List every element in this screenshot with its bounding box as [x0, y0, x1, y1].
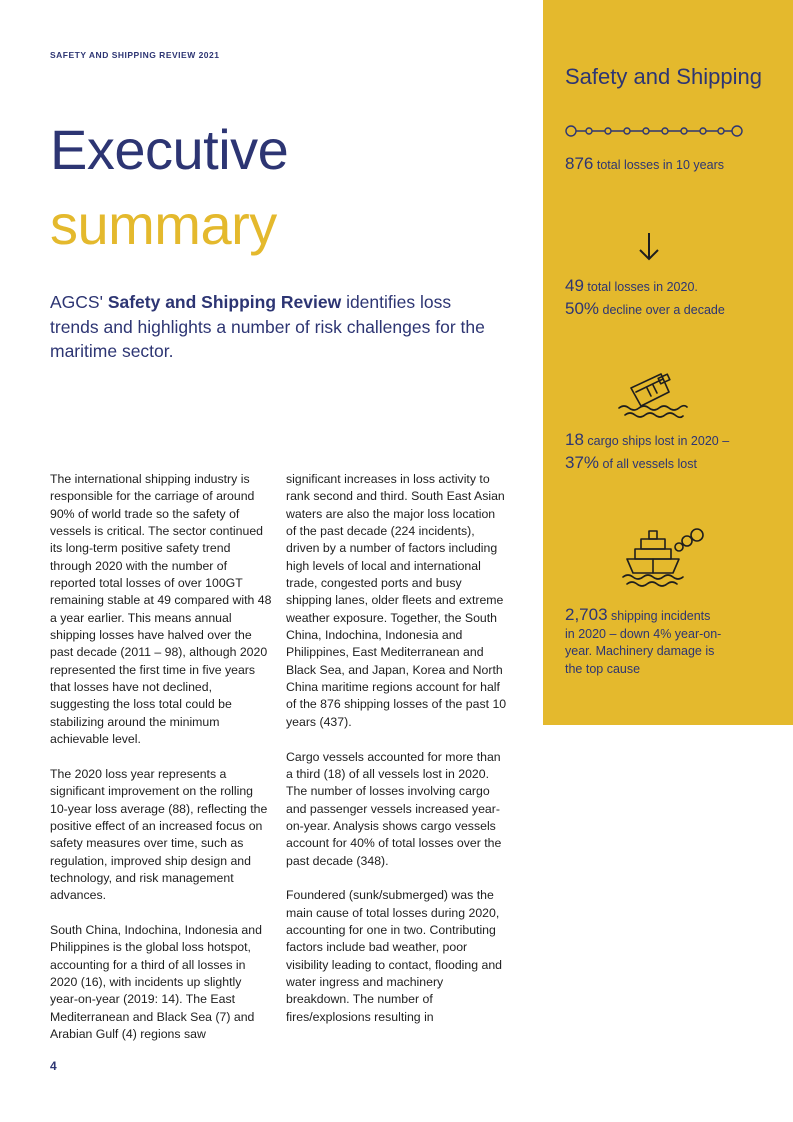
stat-number: 18: [565, 430, 584, 449]
body-paragraph: The international shipping industry is responsible for the carriage of around 90% of world trade so the safety of vessels is critical. The sector continued its long-term positive safety trend through 2020 with the number of reported total losses of over 100GT remaining stable at 49 compared with 48 a year earlier. This means annual shipping losses have halved over the past decade (2011 – 98), although 2020 represented the first time in five years that losses have not declined, suggesting the loss total could be stabilizing around the minimum achievable level.: [50, 472, 272, 747]
stat-number: 37%: [565, 453, 600, 472]
body-paragraph: significant increases in loss activity to rank second and third. South East Asian waters are also the major loss location of the past decade (224 incidents), driven by a number of factors including high levels of local and international trade, congested ports and busy shipping lanes, older fleets and extreme weather exposure. Together, the South China, Indochina, Indonesia and Philippines, East Mediterranean and Black Sea, and Japan, Korea and North China maritime regions account for half of the 876 shipping losses of the past 10 years (437).: [286, 472, 507, 729]
sidebar: [543, 0, 793, 725]
stat-number: 876: [565, 154, 594, 173]
sinking-ship-icon: [617, 370, 689, 422]
intro-paragraph: [50, 290, 490, 364]
stat-text: total losses in 2020.: [583, 280, 698, 294]
stat-text: of all vessels lost: [599, 457, 697, 471]
intro-prefix: AGCS': [50, 292, 108, 312]
stat-text: the top cause: [565, 661, 641, 676]
stat-text: year. Machinery damage is: [565, 644, 715, 658]
stat-cargo-ships-lost: [565, 429, 785, 475]
page-title-line2: summary: [50, 193, 277, 256]
intro-suffix: identifies loss trends and highlights a number of risk challenges for the maritime sector.: [50, 292, 485, 361]
body-paragraph: The 2020 loss year represents a significant improvement on the rolling 10-year loss average (88), reflecting the positive effect of an increased focus on safety measures over time, such as regulation, improved ship design and technology, and risk management advances.: [50, 766, 268, 903]
timeline-icon: [565, 124, 745, 138]
stat-text: cargo ships lost in 2020 –: [583, 434, 730, 448]
body-column-left: [50, 471, 272, 1061]
stat-text: total losses in 10 years: [593, 158, 724, 172]
arrow-down-icon: [637, 231, 661, 263]
body-column-middle: [286, 471, 508, 1043]
body-paragraph: South China, Indochina, Indonesia and Philippines is the global loss hotspot, accounting for a third of all losses in 2020 (16), with incidents up slightly year-on-year (2019: 14). The East Mediterranean and Black Sea (7) and Arabian Gulf (4) regions saw: [50, 922, 262, 1041]
stat-text: shipping incidents: [607, 609, 711, 623]
body-paragraph: Cargo vessels accounted for more than a third (18) of all vessels lost in 2020. The number of losses involving cargo and passenger vessels increased year-on-year. Analysis shows cargo vessels account for 40% of total losses over the past decade (348).: [286, 749, 502, 868]
ship-icon: [621, 525, 707, 587]
stat-shipping-incidents: [565, 606, 785, 678]
stat-number: 49: [565, 276, 584, 295]
stat-number: 50%: [565, 299, 600, 318]
stat-losses-2020: [565, 275, 785, 321]
sidebar-title: Safety and Shipping: [565, 64, 762, 89]
stat-text: in 2020 – down 4% year-on-: [565, 626, 722, 641]
page-title-line1: Executive: [50, 118, 289, 181]
stat-text: decline over a decade: [599, 303, 725, 317]
intro-bold: Safety and Shipping Review: [107, 292, 342, 312]
stat-total-losses-10y: [565, 153, 785, 176]
page-number: 4: [50, 1059, 57, 1073]
header-label: SAFETY AND SHIPPING REVIEW 2021: [50, 50, 220, 60]
stat-number: 2,703: [565, 605, 608, 624]
body-paragraph: Foundered (sunk/submerged) was the main cause of total losses during 2020, accounting for one in two. Contributing factors include bad weather, poor visibility leading to contact, flooding and water ingress and machinery breakdown. The number of fires/explosions resulting in: [286, 888, 503, 1024]
